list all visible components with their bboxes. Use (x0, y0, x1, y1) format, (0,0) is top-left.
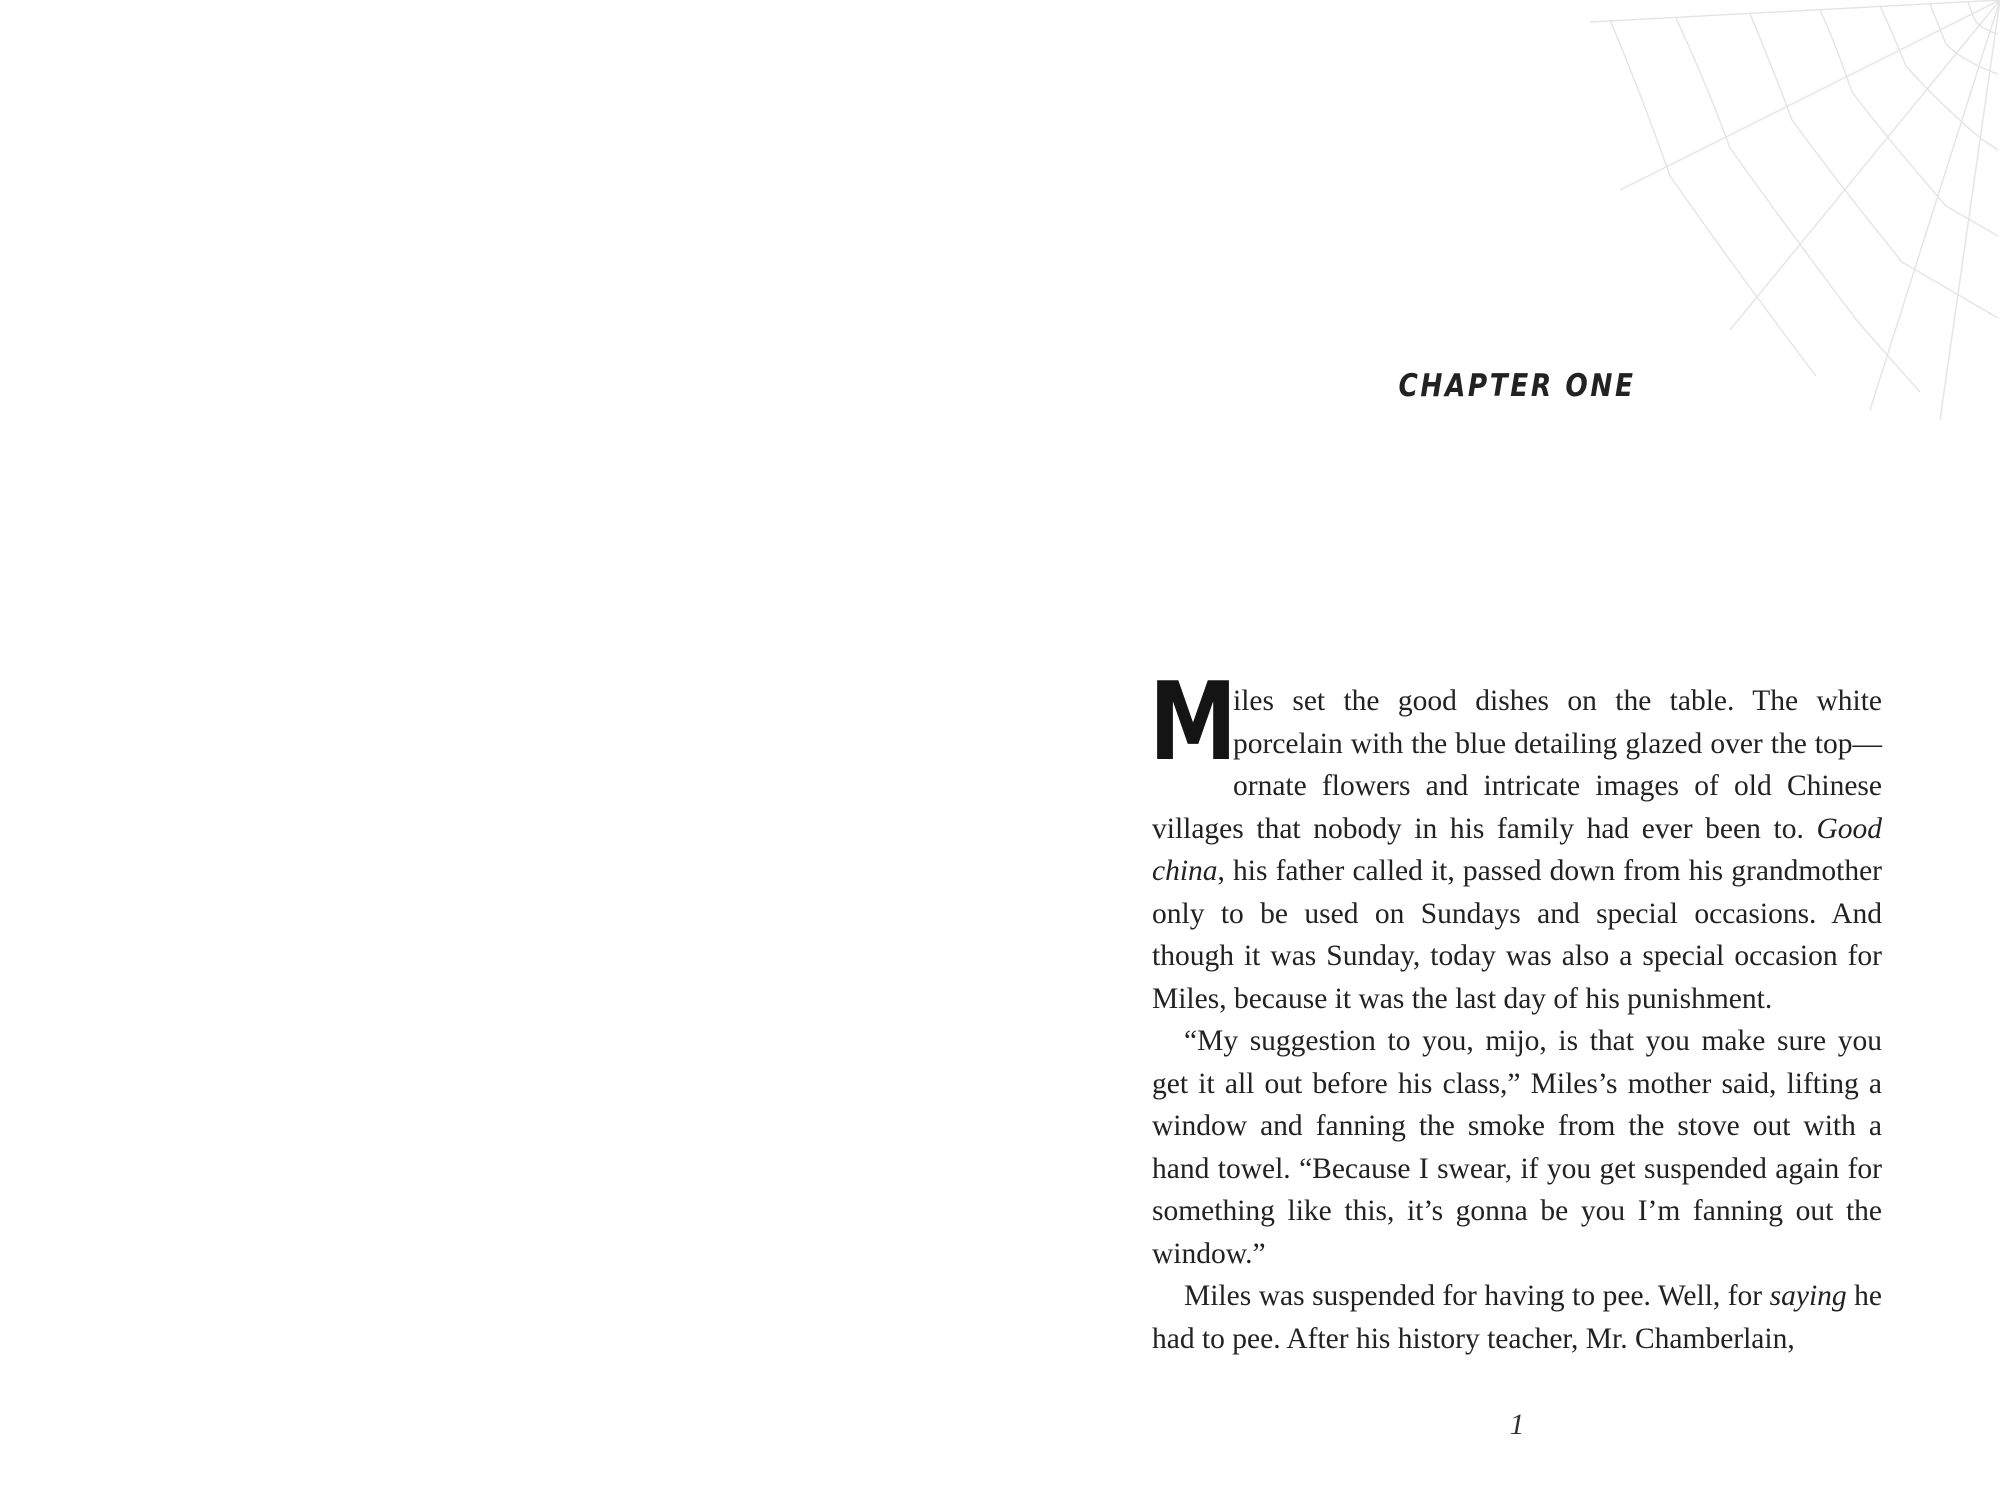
paragraph-1-text-b: , his father called it, passed down from his grandmother only to be used on Sundays and special occasions. And though it was Sunday, today was also a special occasion for Miles, because it was the last day of his punishment. (1152, 855, 1882, 1015)
drop-cap: M (1149, 660, 1238, 785)
web-ring (1610, 20, 1816, 376)
paragraph-3 (1152, 1275, 1882, 1360)
paragraph-1-text-a: iles set the good dishes on the table. The white porcelain with the blue detailing glazed over the top— ornate flowers and intricate images of old Chinese villages that nobody in his family had ever been to. (1152, 685, 1882, 845)
web-ring (1676, 18, 1920, 392)
paragraph-3-text-b: he had to pee. After his history teacher, Mr. Chamberlain, (1152, 1280, 1882, 1355)
web-ring (1968, 2, 1998, 34)
paragraph-2: “My suggestion to you, mijo, is that you make sure you get it all out before his class,” Miles’s mother said, lifting a window and fanning the smoke from the stove out with a hand towel. “Because I swear, if you get suspended again for something like this, it’s gonna be you I’m fanning out the window.” (1152, 1025, 1882, 1270)
spider-web-icon (1580, 0, 2000, 420)
page-number: 1 (1509, 1408, 1525, 1441)
web-radial-line (1620, 0, 2000, 190)
paragraph-1-italic: Good china (1152, 812, 1882, 887)
paragraph-1 (1149, 660, 1882, 1020)
chapter-title: CHAPTER ONE (1398, 368, 1636, 404)
paragraph-3-italic: saying (1769, 1280, 1847, 1312)
web-radial-line (1870, 0, 2000, 410)
web-radial-line (1590, 0, 2000, 22)
chapter-body (1149, 660, 1882, 1360)
paragraph-3-text-a: Miles was suspended for having to pee. Well, for (1184, 1280, 1770, 1312)
